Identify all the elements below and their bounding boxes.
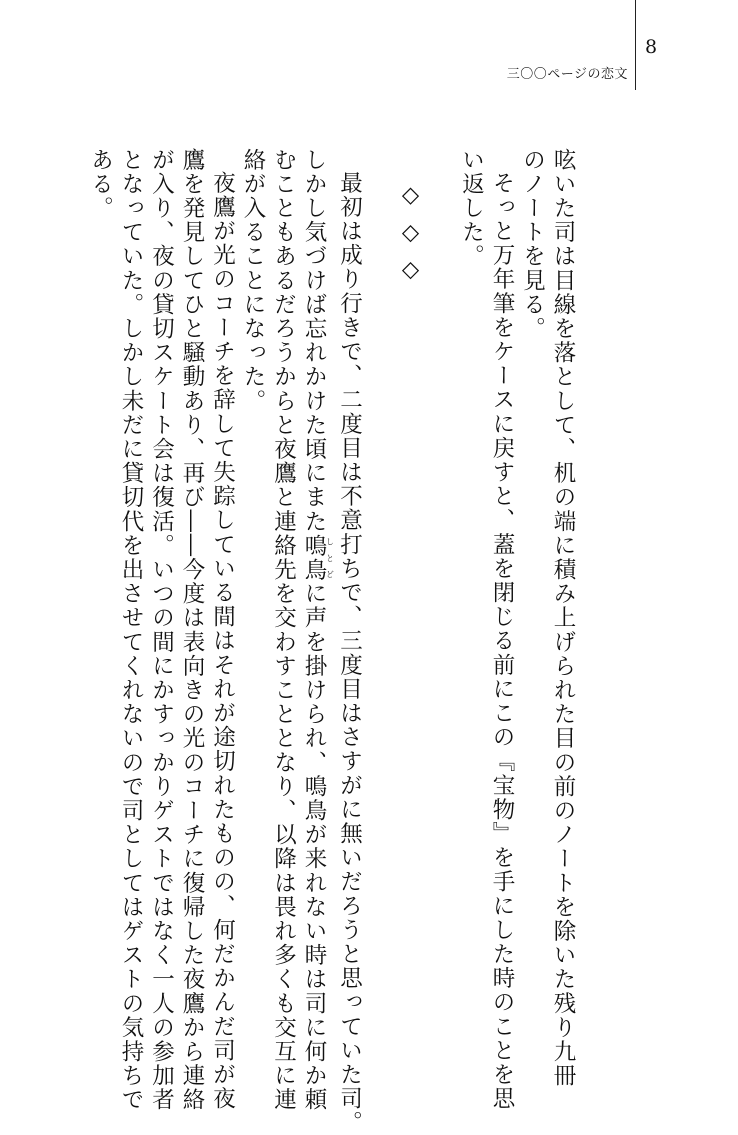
- text-line: 呟いた司は目線を落として、机の端に積み上げられた目の前のノートを除いた残り九冊: [550, 148, 576, 1088]
- text-line: のノートを見る。: [519, 148, 546, 341]
- text-line: ある。: [87, 148, 114, 221]
- page-number: 8: [645, 36, 658, 58]
- running-title: 三〇〇ページの恋文: [506, 67, 628, 82]
- blank-line: [426, 148, 457, 948]
- text-segment: しかし気づけば忘れかけた頃にまた: [301, 148, 327, 534]
- header-rule: [635, 0, 636, 90]
- ruby-word: [301, 533, 335, 582]
- text-line: となっていた。しかし未だに貸切代を出させてくれないので司としてはゲストの気持ちで: [118, 148, 144, 1112]
- text-line: [299, 148, 335, 1113]
- text-line: が入り、夜の貸切スケート会は復活。いつの間にかすっかりゲストではなく一人の参加者: [148, 148, 175, 1112]
- text-line: 最初は成り行きで、二度目は不意打ちで、三度目はさすがに無いだろうと思っていた司。: [336, 170, 363, 1135]
- section-break: ◇◇◇: [397, 181, 424, 294]
- text-line: 夜鷹が光のコーチを辞して失踪している間はそれが途切れたものの、何だかんだ司が夜: [209, 170, 236, 1111]
- text-line: い返した。: [458, 148, 485, 269]
- body-text: [85, 148, 578, 1135]
- ruby-reading: しとど: [325, 533, 335, 582]
- blank-line: [365, 148, 396, 948]
- text-line: そっと万年筆をケースに戻すと、蓋を閉じる前にこの『宝物』を手にした時のことを思: [489, 170, 515, 1111]
- text-line: むこともあるだろうからと夜鷹と連絡先を交わすこととなり、以降は畏れ多くも交互に連: [270, 148, 297, 1112]
- text-line: 絡が入ることになった。: [240, 148, 266, 414]
- ruby-base: 鳴鳥: [301, 533, 327, 582]
- text-segment: に声を掛けられ、鳴鳥が来れない時は司に何か頼: [301, 581, 327, 1113]
- text-line: 鷹を発見してひと騒動あり、再び――今度は表向きの光のコーチに復帰した夜鷹から連絡: [179, 148, 205, 1112]
